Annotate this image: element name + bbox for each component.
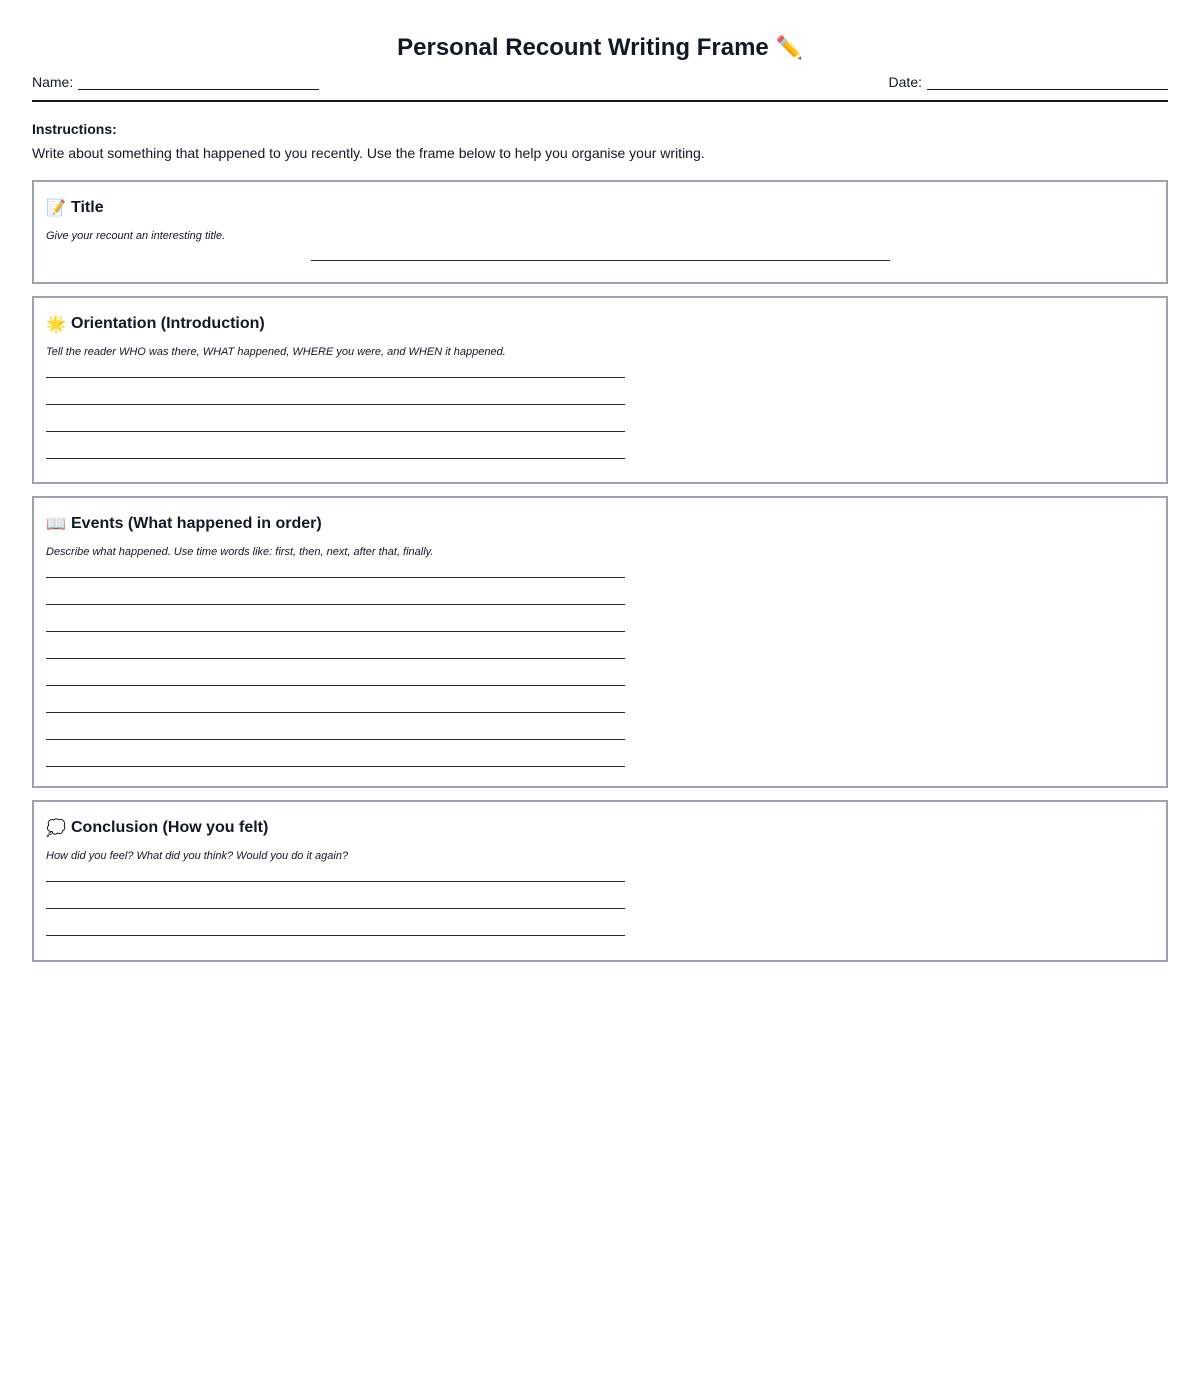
writing-line[interactable] [311, 260, 890, 261]
section-events [32, 496, 1168, 788]
date-field [889, 74, 1168, 90]
name-field [32, 74, 319, 90]
section-heading [46, 816, 1154, 840]
writing-line[interactable] [46, 430, 625, 432]
date-input-line[interactable] [927, 75, 1168, 90]
section-hint: How did you feel? What did you think? Would you do it again? [46, 850, 349, 862]
open-book-icon: 📖 [46, 516, 66, 533]
section-title-text: Events (What happened in order) [71, 515, 322, 532]
thought-bubble-icon: 💭 [46, 820, 66, 837]
section-title-text: Title [71, 199, 104, 216]
instructions [32, 120, 1168, 162]
name-input-line[interactable] [78, 75, 319, 90]
star-icon: 🌟 [46, 316, 66, 333]
section-hint: Give your recount an interesting title. [46, 230, 226, 242]
name-date-row [32, 74, 1168, 102]
writing-line[interactable] [46, 657, 625, 659]
instructions-text: Write about something that happened to you recently. Use the frame below to help you organise your writing. [32, 145, 705, 161]
writing-line[interactable] [46, 880, 625, 882]
section-heading [46, 312, 1154, 336]
writing-line[interactable] [46, 711, 625, 713]
section-title [32, 180, 1168, 284]
section-hint: Describe what happened. Use time words like: first, then, next, after that, finally. [46, 546, 434, 558]
instructions-label: Instructions: [32, 121, 117, 137]
page-title-text: Personal Recount Writing Frame [397, 34, 769, 61]
writing-line[interactable] [46, 738, 625, 740]
section-conclusion [32, 800, 1168, 962]
section-hint: Tell the reader WHO was there, WHAT happened, WHERE you were, and WHEN it happened. [46, 346, 506, 358]
writing-line[interactable] [46, 403, 625, 405]
writing-line[interactable] [46, 576, 625, 578]
name-label: Name: [32, 74, 74, 90]
pencil-icon: ✏️ [775, 35, 803, 60]
memo-icon: 📝 [46, 200, 66, 217]
date-label: Date: [888, 74, 922, 90]
writing-line[interactable] [46, 765, 625, 767]
writing-line[interactable] [46, 630, 625, 632]
section-orientation [32, 296, 1168, 484]
section-heading [46, 512, 1154, 536]
section-title-text: Orientation (Introduction) [71, 315, 265, 332]
worksheet-page [32, 0, 1168, 962]
section-title-text: Conclusion (How you felt) [71, 819, 269, 836]
page-title [32, 0, 1168, 63]
section-heading [46, 196, 1154, 220]
writing-line[interactable] [46, 684, 625, 686]
writing-line[interactable] [46, 934, 625, 936]
writing-line[interactable] [46, 603, 625, 605]
writing-line[interactable] [46, 376, 625, 378]
writing-line[interactable] [46, 457, 625, 459]
writing-line[interactable] [46, 907, 625, 909]
